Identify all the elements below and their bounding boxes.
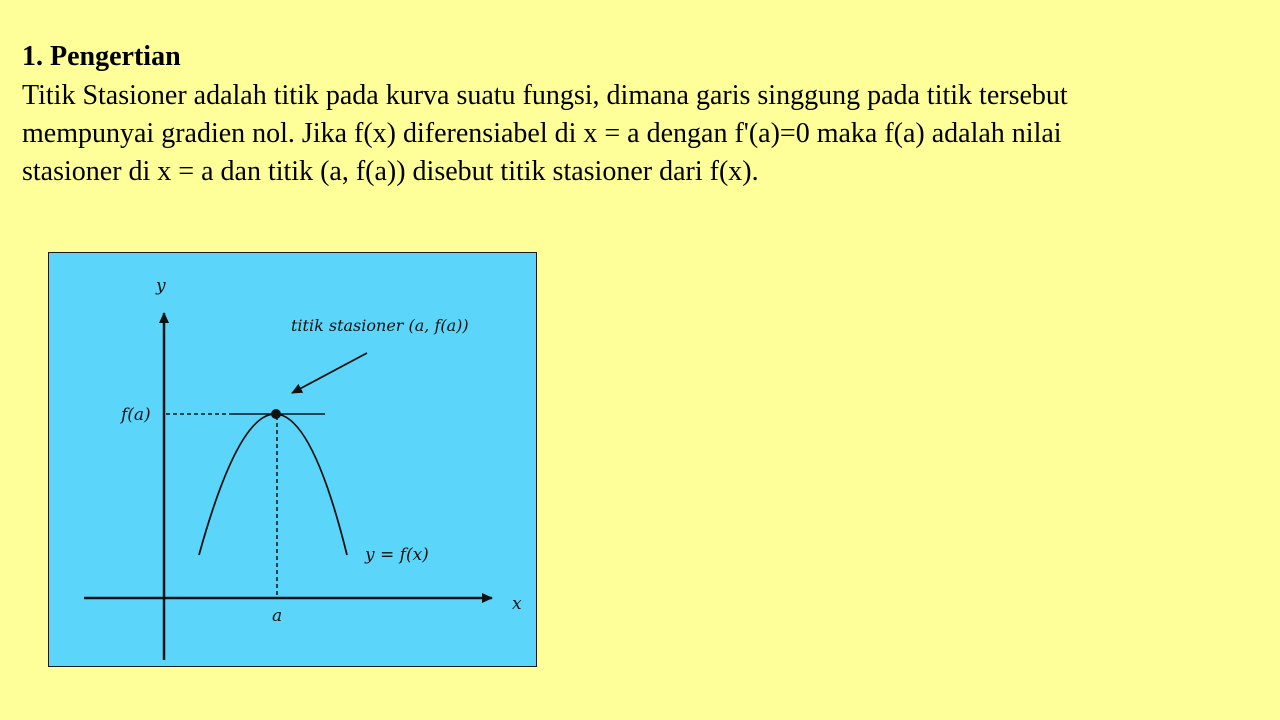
fa-label: f(a) xyxy=(121,405,151,425)
y-axis-label: y xyxy=(156,276,166,296)
curve-label: y = f(x) xyxy=(365,545,429,565)
paragraph-line-3: stasioner di x = a dan titik (a, f(a)) disebut titik stasioner dari f(x). xyxy=(22,156,759,187)
pointer-arrow xyxy=(292,353,367,393)
section-heading: 1. Pengertian xyxy=(22,41,181,72)
a-label: a xyxy=(272,606,283,626)
stationary-point-label: titik stasioner (a, f(a)) xyxy=(291,316,469,335)
paragraph-line-2: mempunyai gradien nol. Jika f(x) diferensiabel di x = a dengan f'(a)=0 maka f(a) adalah nilai xyxy=(22,118,1062,149)
paragraph-line-1: Titik Stasioner adalah titik pada kurva suatu fungsi, dimana garis singgung pada titik tersebut xyxy=(22,80,1068,111)
definition-paragraph xyxy=(22,77,1232,191)
stationary-point xyxy=(271,409,281,419)
x-axis-label: x xyxy=(512,594,522,614)
stationary-point-figure xyxy=(48,252,537,667)
curve xyxy=(199,414,347,555)
graph-svg xyxy=(49,253,536,666)
